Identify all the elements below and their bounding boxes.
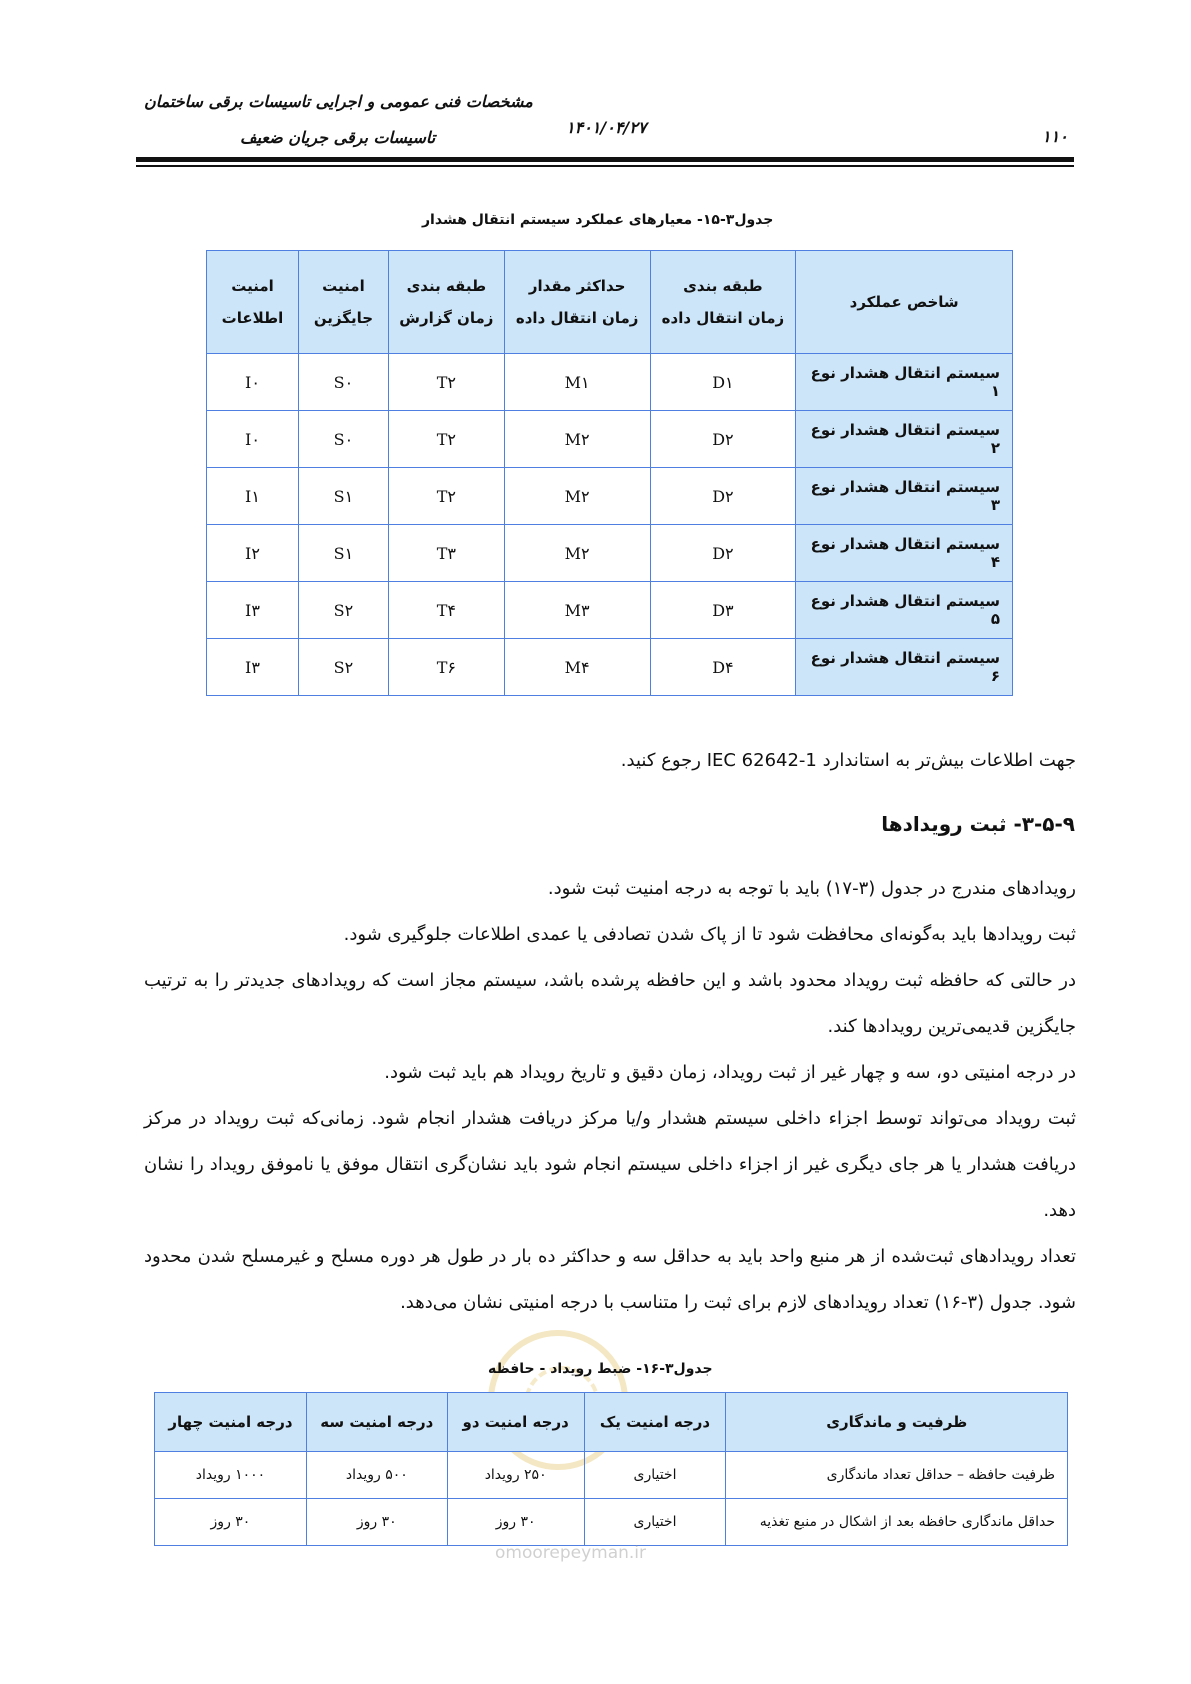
table-cell: ۱۰۰۰ رویداد	[155, 1452, 307, 1499]
table1-row-label: سیستم انتقال هشدار نوع ۳	[796, 468, 1013, 525]
table1-header-information-security: امنیت اطلاعات	[207, 251, 299, 354]
table-cell: S۱	[298, 468, 388, 525]
table-cell: T۲	[388, 468, 504, 525]
table-row	[207, 354, 1013, 411]
page-number: ۱۱۰	[1042, 127, 1068, 146]
reference-paragraph: جهت اطلاعات بیش‌تر به استاندارد IEC 62642-1 رجوع کنید.	[620, 750, 1076, 771]
table-cell: اختیاری	[584, 1499, 726, 1546]
table-cell: I۰	[207, 411, 299, 468]
table-cell: S۲	[298, 639, 388, 696]
header-rule-thick	[136, 157, 1074, 162]
table1-header-max-transmission-time: حداکثر مقدار زمان انتقال داده	[504, 251, 650, 354]
document-title: مشخصات فنی عمومی و اجرایی تاسیسات برقی ساختمان	[144, 92, 533, 111]
table-row	[207, 411, 1013, 468]
body-paragraph: ثبت رویدادها باید به‌گونه‌ای محافظت شود تا از پاک شدن تصادفی یا عمدی اطلاعات جلوگیری شود.	[343, 924, 1076, 945]
table1-row-label: سیستم انتقال هشدار نوع ۶	[796, 639, 1013, 696]
table1-row-label: سیستم انتقال هشدار نوع ۵	[796, 582, 1013, 639]
table1-header-transmission-class: طبقه بندی زمان انتقال داده	[650, 251, 796, 354]
table2-row-label: ظرفیت حافظه – حداقل تعداد ماندگاری	[726, 1452, 1068, 1499]
table-cell: ۲۵۰ رویداد	[447, 1452, 584, 1499]
table-row	[207, 639, 1013, 696]
table-row	[207, 468, 1013, 525]
body-paragraph: رویدادهای مندرج در جدول (۳-۱۷) باید با توجه به درجه امنیت ثبت شود.	[547, 878, 1076, 899]
table-cell: T۲	[388, 354, 504, 411]
table-cell: M۳	[504, 582, 650, 639]
table-cell: M۲	[504, 468, 650, 525]
table-cell: S۲	[298, 582, 388, 639]
document-subtitle: تاسیسات برقی جریان ضعیف	[240, 128, 436, 147]
table-cell: M۲	[504, 525, 650, 582]
table-cell: D۲	[650, 525, 796, 582]
table1-header-substitution-security: امنیت جایگزین	[298, 251, 388, 354]
table1-header-reporting-class: طبقه بندی زمان گزارش	[388, 251, 504, 354]
table-cell: M۱	[504, 354, 650, 411]
body-paragraph: در درجه امنیتی دو، سه و چهار غیر از ثبت رویداد، زمان دقیق و تاریخ رویداد هم باید ثبت شود.	[384, 1062, 1076, 1083]
table-cell: S۰	[298, 411, 388, 468]
table2-header-grade-three: درجه امنیت سه	[306, 1393, 447, 1452]
table-row	[207, 525, 1013, 582]
table2-header-capacity: ظرفیت و ماندگاری	[726, 1393, 1068, 1452]
table1-caption: جدول۳-۱۵- معیارهای عملکرد سیستم انتقال هشدار	[422, 212, 774, 228]
table-cell: D۳	[650, 582, 796, 639]
table-cell: اختیاری	[584, 1452, 726, 1499]
table1-row-label: سیستم انتقال هشدار نوع ۴	[796, 525, 1013, 582]
table2-header-grade-two: درجه امنیت دو	[447, 1393, 584, 1452]
table-cell: I۱	[207, 468, 299, 525]
table-row	[155, 1499, 1068, 1546]
table-cell: ۳۰ روز	[306, 1499, 447, 1546]
table-cell: D۲	[650, 411, 796, 468]
table-row	[207, 582, 1013, 639]
table-cell: S۱	[298, 525, 388, 582]
table-cell: ۳۰ روز	[447, 1499, 584, 1546]
table2-row-label: حداقل ماندگاری حافظه بعد از اشکال در منبع تغذیه	[726, 1499, 1068, 1546]
table-cell: I۰	[207, 354, 299, 411]
table1-header-row	[207, 251, 1013, 354]
table-cell: ۵۰۰ رویداد	[306, 1452, 447, 1499]
table2-caption: جدول۳-۱۶- ضبط رویداد - حافظه	[488, 1361, 713, 1377]
table-cell: M۴	[504, 639, 650, 696]
event-recording-table	[154, 1392, 1068, 1546]
table2-header-row	[155, 1393, 1068, 1452]
table-cell: I۲	[207, 525, 299, 582]
table1-header-metric: شاخص عملکرد	[796, 251, 1013, 354]
table-cell: T۶	[388, 639, 504, 696]
section-heading: ۳-۵-۹- ثبت رویدادها	[881, 812, 1075, 836]
table-cell: D۴	[650, 639, 796, 696]
body-paragraph: تعداد رویدادهای ثبت‌شده از هر منبع واحد باید به حداقل سه و حداکثر ده بار در طول هر دوره مسلح و غیرمسلح شدن محدود شود. جدول (۳-۱۶) تعداد رویدادهای لازم برای ثبت را متناسب با درجه امنیتی نشان می‌دهد.	[144, 1246, 1076, 1313]
table-cell: D۱	[650, 354, 796, 411]
document-date: ۱۴۰۱/۰۴/۲۷	[566, 118, 647, 137]
table-cell: T۳	[388, 525, 504, 582]
performance-criteria-table	[206, 250, 1013, 696]
table-cell: T۴	[388, 582, 504, 639]
table-cell: T۲	[388, 411, 504, 468]
table1-row-label: سیستم انتقال هشدار نوع ۱	[796, 354, 1013, 411]
table-cell: M۲	[504, 411, 650, 468]
body-paragraph: ثبت رویداد می‌تواند توسط اجزاء داخلی سیستم هشدار و/یا مرکز دریافت هشدار انجام شود. زمانی‌که ثبت رویداد در مرکز دریافت هشدار یا هر جای دیگری غیر از اجزاء داخلی سیستم انجام شود باید نشان‌گری انتقال موفق یا ناموفق رویداد را نشان دهد.	[144, 1108, 1076, 1221]
table-cell: D۲	[650, 468, 796, 525]
table-cell: S۰	[298, 354, 388, 411]
watermark-site-text: omoorepeyman.ir	[495, 1543, 647, 1563]
table1-row-label: سیستم انتقال هشدار نوع ۲	[796, 411, 1013, 468]
table-cell: I۳	[207, 582, 299, 639]
header-rule-thin	[136, 165, 1074, 167]
body-paragraph: در حالتی که حافظه ثبت رویداد محدود باشد و این حافظه پرشده باشد، سیستم مجاز است که رویدادهای جدیدتر را به ترتیب جایگزین قدیمی‌ترین رویدادها کند.	[144, 970, 1076, 1037]
table-cell: ۳۰ روز	[155, 1499, 307, 1546]
table-row	[155, 1452, 1068, 1499]
table2-header-grade-one: درجه امنیت یک	[584, 1393, 726, 1452]
table-cell: I۳	[207, 639, 299, 696]
table2-header-grade-four: درجه امنیت چهار	[155, 1393, 307, 1452]
